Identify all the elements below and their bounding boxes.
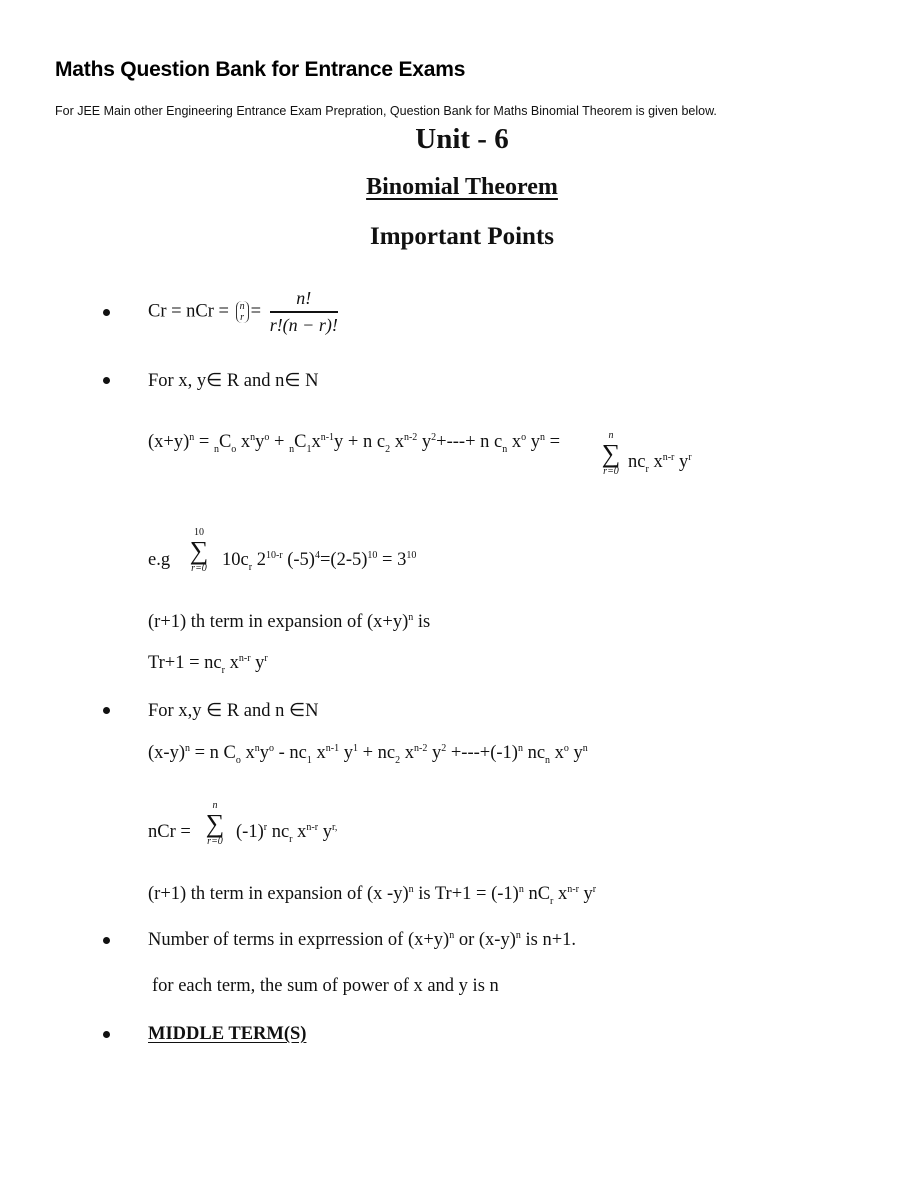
equals: = [194, 432, 214, 452]
exponent: o [521, 432, 527, 443]
binom-top: n [239, 301, 245, 312]
var: y [318, 822, 332, 842]
subscript: r [221, 665, 225, 676]
text: is n+1. [520, 930, 577, 950]
number-of-terms [148, 930, 576, 951]
subscript: 1 [306, 755, 312, 766]
exponent: n [449, 930, 455, 941]
exponent: r [263, 822, 268, 833]
exponent: n [517, 743, 523, 754]
coef: nC [523, 884, 551, 904]
lhs: Tr+1 = nc [148, 653, 222, 673]
text: is Tr+1 = (-1) [413, 884, 519, 904]
var: x [648, 452, 663, 472]
fraction [270, 288, 338, 336]
coef: C [294, 432, 307, 452]
var: y [674, 452, 689, 472]
op: + [269, 432, 290, 452]
subscript: r [289, 834, 293, 845]
binomial-expansion-minus [148, 743, 588, 764]
exponent: r [688, 452, 692, 463]
coef: nc [522, 743, 546, 763]
summation-icon [178, 527, 220, 575]
ncr-lhs: Cr = nCr = [148, 301, 229, 322]
sigma-symbol: ∑ [189, 536, 209, 565]
base: 2 [252, 550, 266, 570]
var: x [292, 822, 307, 842]
sigma-upper: n [212, 800, 218, 811]
sum-of-powers: for each term, the sum of power of x and y is n [152, 976, 499, 996]
op: +---+(-1) [446, 743, 518, 763]
subscript: o [231, 444, 237, 455]
exponent: o [563, 743, 569, 754]
page-title: Maths Question Bank for Entrance Exams [55, 58, 466, 81]
expr: (x-y) [148, 743, 185, 763]
intro-text: For JEE Main other Engineering Entrance Exam Prepration, Question Bank for Maths Binomial Theorem is given below. [55, 104, 717, 118]
equals: = [250, 301, 262, 322]
general-term-plus-text [148, 612, 430, 633]
bullet-icon [103, 1031, 110, 1038]
result: = 3 [377, 550, 407, 570]
coef: C [218, 432, 232, 452]
ncr-sum-term [236, 822, 337, 843]
exponent: n [184, 743, 190, 754]
var: y [259, 743, 270, 763]
ncr-sum-lhs: nCr = [148, 822, 191, 842]
sigma-symbol: ∑ [205, 809, 225, 838]
text: is [413, 612, 431, 632]
var: x [507, 432, 522, 452]
text: or (x-y) [454, 930, 516, 950]
exponent: 2 [441, 743, 447, 754]
example-label: e.g [148, 550, 171, 570]
exponent: r [264, 653, 268, 664]
var: y [526, 432, 540, 452]
coef: (-1) [236, 822, 264, 842]
var: y [568, 743, 583, 763]
expr: (x+y) [148, 432, 190, 452]
subscript: n [289, 444, 295, 455]
sigma-symbol: ∑ [601, 439, 621, 468]
exponent: 10 [367, 550, 378, 561]
op: - nc [274, 743, 307, 763]
subscript: n [502, 444, 508, 455]
var: y [255, 432, 265, 452]
expr: =(2-5) [319, 550, 368, 570]
ncr-definition [148, 288, 338, 336]
var: x [311, 432, 321, 452]
exponent: 1 [352, 743, 358, 754]
coef: nc [628, 452, 646, 472]
exponent: n-r [238, 653, 251, 664]
binomial-expansion-plus [148, 432, 560, 453]
exponent: n-2 [414, 743, 428, 754]
equals: = [544, 432, 561, 452]
exponent: n-r [662, 452, 675, 463]
numerator: n! [270, 288, 338, 313]
exponent: n-1 [325, 743, 340, 754]
sigma-lower: r=0 [603, 466, 619, 477]
subscript: r [645, 464, 649, 475]
exponent: 2 [431, 432, 437, 443]
sigma-upper: n [608, 430, 614, 441]
exponent: n [254, 743, 260, 754]
topic-heading: Binomial Theorem [366, 174, 558, 200]
exponent: o [269, 743, 275, 754]
var: x [311, 743, 326, 763]
var: y [578, 884, 593, 904]
text: Number of terms in exprression of (x+y) [148, 930, 450, 950]
text: (r+1) th term in expansion of (x -y) [148, 884, 409, 904]
var: y [427, 743, 442, 763]
exponent: n [250, 432, 256, 443]
general-term-minus [148, 884, 596, 905]
summation-icon [194, 800, 236, 848]
subscript: r [248, 562, 253, 573]
denominator: r!(n − r)! [269, 315, 338, 335]
var: x [400, 743, 415, 763]
subscript: r [550, 896, 554, 907]
exponent: 4 [314, 550, 320, 561]
op: + nc [357, 743, 396, 763]
sigma [198, 800, 232, 848]
var: x [224, 653, 239, 673]
exponent: n [539, 432, 545, 443]
exponent: n [189, 432, 195, 443]
exponent: 10 [406, 550, 417, 561]
var: y [250, 653, 265, 673]
subscript: 1 [306, 444, 312, 455]
domain-statement-1: For x, y∈ R and n∈ N [148, 371, 319, 391]
bullet-icon [103, 309, 110, 316]
var: x [550, 743, 564, 763]
subscript: n [545, 755, 551, 766]
middle-term-heading: MIDDLE TERM(S) [148, 1024, 307, 1044]
example-expression [222, 550, 416, 571]
op: +---+ n c [436, 432, 503, 452]
var: x [390, 432, 404, 452]
summation-icon [590, 430, 632, 478]
exponent: o [264, 432, 270, 443]
var: y [339, 743, 353, 763]
var: x [236, 432, 251, 452]
exponent: r [592, 884, 597, 895]
exponent: n [408, 612, 414, 623]
coef: 10c [222, 550, 249, 570]
binomial-coefficient [236, 301, 249, 323]
sigma-lower: r=0 [191, 563, 207, 574]
bullet-icon [103, 937, 110, 944]
sigma-upper: 10 [194, 527, 204, 538]
var: y [334, 432, 344, 452]
unit-heading: Unit - 6 [415, 123, 509, 155]
exponent: n-1 [320, 432, 335, 443]
var: y [417, 432, 432, 452]
exponent: n [408, 884, 414, 895]
op: + n c [343, 432, 386, 452]
sigma [594, 430, 628, 478]
exponent: n-r [567, 884, 579, 895]
equals: = n C [189, 743, 236, 763]
coef: nc [267, 822, 290, 842]
sigma-lower: r=0 [207, 836, 223, 847]
exponent: n-2 [403, 432, 418, 443]
exponent: r, [331, 822, 338, 833]
binom-bottom: r [240, 312, 245, 323]
section-heading: Important Points [369, 223, 555, 250]
subscript: 2 [395, 755, 401, 766]
exponent: n [518, 884, 524, 895]
subscript: n [213, 444, 219, 455]
exponent: n-r [306, 822, 319, 833]
text: (r+1) th term in expansion of (x+y) [148, 612, 409, 632]
var: x [553, 884, 568, 904]
sigma [182, 527, 216, 575]
exponent: n [582, 743, 588, 754]
tr-plus-formula [148, 653, 268, 674]
base: (-5) [282, 550, 315, 570]
bullet-icon [103, 377, 110, 384]
subscript: o [235, 755, 241, 766]
exponent: 10-r [265, 550, 283, 561]
sum-term-plus [628, 452, 692, 473]
bullet-icon [103, 707, 110, 714]
subscript: 2 [385, 444, 391, 455]
var: x [240, 743, 255, 763]
domain-statement-2: For x,y ∈ R and n ∈N [148, 701, 319, 721]
exponent: n [515, 930, 521, 941]
